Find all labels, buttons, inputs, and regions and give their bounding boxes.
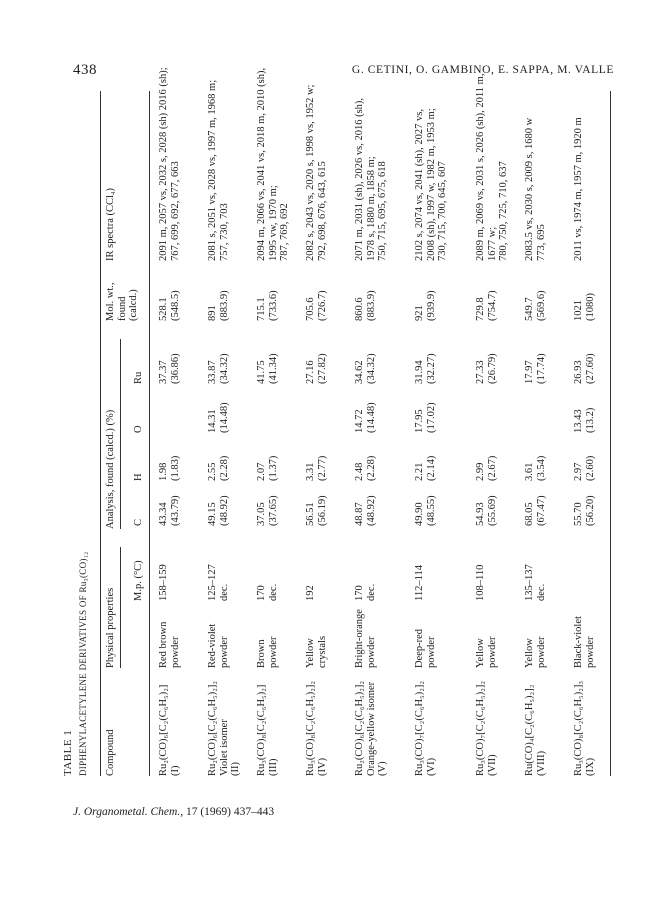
c-line: 54.93	[475, 502, 486, 526]
ir-line: 2083.5 vs, 2030 s, 2009 s, 1680 w	[524, 117, 535, 261]
ir-line: 1995 vw, 1970 m;	[267, 185, 279, 261]
c-line: (56.19)	[316, 495, 328, 526]
ru-line: (34.32)	[218, 353, 230, 384]
ir-line: 787, 769, 692	[279, 203, 290, 261]
mol-wt-line: 921	[414, 305, 425, 321]
header-mol-wt-line1: Mol. wt.,	[105, 282, 116, 321]
row-7-c	[475, 495, 498, 526]
row-7-compound	[475, 681, 498, 776]
row-1-mp	[158, 564, 181, 601]
row-8-ru	[524, 353, 547, 384]
physical-line: Deep-red	[414, 628, 425, 668]
ru-line: (17.74)	[535, 353, 547, 384]
o-line: 14.31	[207, 409, 218, 433]
row-7-mol-wt	[475, 290, 498, 321]
mp-line	[585, 598, 597, 601]
row-8-ir	[524, 118, 547, 261]
row-6-o	[414, 402, 437, 433]
physical-line: powder	[267, 636, 279, 668]
row-3-ru	[256, 353, 279, 384]
row-1-c	[158, 495, 181, 526]
h-line: (1.83)	[169, 455, 181, 481]
subheader-ru: Ru	[133, 371, 144, 384]
compound-line: Ru₂(CO)₆[C₂(C₆H₅)₂]₂	[207, 680, 218, 776]
compound-line: Ru₃(CO)₇[C₂(C₆H₅)₂]₂	[475, 680, 486, 776]
compound-line: (II)	[230, 762, 241, 776]
mol-wt-line: (548.5)	[169, 290, 181, 321]
row-7-ir	[475, 74, 510, 261]
ru-line: 17.97	[524, 360, 535, 384]
row-7-mp	[475, 565, 498, 601]
compound-line: Ru₃(CO)₈[C₂(C₆H₅)₂]₂	[305, 680, 316, 776]
row-4-mol-wt	[305, 290, 328, 321]
ir-line: 2082 s, 2043 vs, 2020 s, 1998 vs, 1952 w;	[305, 84, 316, 261]
row-7-physical	[475, 637, 498, 669]
compound-line: Violet isomer	[218, 719, 230, 776]
h-line: 2.21	[414, 462, 425, 481]
journal-citation	[73, 806, 274, 818]
o-line	[158, 430, 170, 433]
o-line: (17.02)	[425, 402, 437, 433]
row-2-o	[207, 402, 230, 433]
ir-line: 2089 m, 2069 vs, 2031 s, 2026 (sh), 2011 m,	[475, 73, 486, 261]
h-line: 2.48	[354, 462, 365, 481]
header-mol-wt	[105, 282, 140, 321]
physical-line: Black-violet	[573, 616, 584, 668]
row-7-ru	[475, 353, 498, 384]
o-line	[524, 430, 536, 433]
mol-wt-line: (733.6)	[267, 290, 279, 321]
ru-line: 33.87	[207, 360, 218, 384]
compound-line: (V)	[377, 761, 388, 776]
mp-line: dec.	[218, 583, 230, 601]
ir-line: 2102 s, 2074 vs, 2041 (sh), 2027 vs,	[414, 109, 425, 261]
h-line: (2.28)	[365, 455, 377, 481]
physical-line: powder	[535, 636, 547, 668]
ir-line: 780, 750, 725, 710, 637	[498, 161, 509, 261]
row-4-physical	[305, 636, 328, 668]
physical-line: Red brown	[158, 621, 169, 668]
row-4-compound	[305, 681, 328, 776]
row-1-physical	[158, 622, 181, 668]
ir-line: 1978 s, 1880 m, 1858 m;	[365, 156, 377, 261]
row-6-mp	[414, 565, 437, 601]
c-line: (37.65)	[267, 495, 279, 526]
c-line: 49.90	[414, 502, 425, 526]
o-line	[256, 430, 268, 433]
compound-line: Ru₂(CO)₆[C₂(C₆H₅)₂]₂	[354, 680, 365, 776]
row-6-ru	[414, 353, 437, 384]
c-line: (56.20)	[584, 495, 596, 526]
ru-line: (34.32)	[365, 353, 377, 384]
mol-wt-line: (569.6)	[535, 290, 547, 321]
mp-line	[426, 565, 438, 601]
physical-line: powder	[169, 636, 181, 668]
row-6-c	[414, 495, 437, 526]
row-2-mol-wt	[207, 290, 230, 321]
header-physical-properties: Physical properties	[105, 587, 116, 668]
compound-line: (VII)	[486, 754, 498, 776]
header-mol-wt-line2: found	[116, 296, 128, 321]
table-bottom-rule	[610, 91, 611, 776]
row-8-o	[524, 430, 547, 433]
row-3-ir	[256, 68, 291, 261]
h-line: (2.14)	[425, 455, 437, 481]
o-line	[317, 430, 329, 433]
row-3-compound	[256, 685, 279, 776]
o-line	[487, 430, 499, 433]
c-line: 56.51	[305, 502, 316, 526]
table-label: TABLE 1	[62, 729, 74, 776]
mol-wt-line: 705.6	[305, 297, 316, 321]
row-4-o	[305, 430, 328, 433]
row-6-physical	[414, 629, 437, 668]
row-5-mp	[354, 584, 377, 601]
compound-line: (IV)	[316, 757, 328, 776]
row-2-compound	[207, 681, 242, 776]
row-6-h	[414, 456, 437, 481]
row-9-compound	[573, 681, 596, 776]
mol-wt-line: 528.1	[158, 297, 169, 321]
mol-wt-line: (939.9)	[425, 290, 437, 321]
ru-line: (26.79)	[486, 353, 498, 384]
ir-line: 2094 m, 2066 vs, 2041 vs, 2018 m, 2010 (sh),	[256, 67, 267, 261]
h-line: (2.60)	[584, 455, 596, 481]
row-6-ir	[414, 108, 449, 261]
journal-volume: 17 (1969) 437–443	[183, 806, 275, 818]
row-1-ru	[158, 353, 181, 384]
ir-line: 2081 s, 2051 vs, 2028 vs, 1997 m, 1968 m;	[207, 79, 218, 261]
ir-line: 1677 w;	[486, 226, 498, 261]
mp-line: 158–159	[158, 564, 169, 601]
o-line: (14.48)	[218, 402, 230, 433]
running-head: G. CETINI, O. GAMBINO, E. SAPPA, M. VALLE	[351, 64, 614, 76]
mp-line: 108–110	[475, 564, 486, 601]
compound-line: (III)	[267, 758, 279, 776]
c-line: (48.92)	[365, 495, 377, 526]
row-8-compound	[524, 685, 547, 776]
mp-line	[317, 585, 329, 601]
row-8-mp	[524, 564, 547, 601]
row-4-ir	[305, 85, 328, 261]
row-3-c	[256, 495, 279, 526]
row-3-h	[256, 456, 279, 481]
row-2-c	[207, 495, 230, 526]
page-number: 438	[73, 62, 97, 78]
compound-line: Orange-yellow isomer	[365, 681, 377, 776]
ru-line: 41.75	[256, 360, 267, 384]
row-4-h	[305, 456, 328, 481]
journal-name: J. Organometal. Chem.,	[73, 806, 184, 818]
physical-line: powder	[584, 636, 596, 668]
ru-line: (41.34)	[267, 353, 279, 384]
mp-line: 170	[354, 585, 365, 601]
o-line	[536, 430, 548, 433]
mp-line: dec.	[365, 583, 377, 601]
ir-line: 757, 730, 703	[218, 203, 230, 261]
mp-line	[573, 598, 585, 601]
row-3-o	[256, 430, 279, 433]
physical-line: powder	[218, 636, 230, 668]
ir-line: 2011 vs, 1974 m, 1957 m, 1920 m	[573, 117, 584, 261]
table-top-rule	[100, 91, 101, 776]
row-7-h	[475, 456, 498, 481]
h-line: 1.98	[158, 462, 169, 481]
row-5-h	[354, 456, 377, 481]
subheader-h: H	[133, 473, 144, 481]
physical-line: crystals	[316, 635, 328, 668]
compound-line: Ru(CO)₄[C₂(C₆H₅)₂]₂	[524, 684, 535, 776]
table-caption: DIPHENYLACETYLENE DERIVATIVES OF Ru₃(CO)₁₂	[78, 551, 88, 776]
physical-line: Brown	[256, 639, 267, 668]
row-5-ir	[354, 98, 389, 261]
ru-line: 27.33	[475, 360, 486, 384]
compound-line: Ru₃(CO)₈[C₂(C₆H₅)₂]₃	[573, 680, 584, 776]
row-9-c	[573, 495, 596, 526]
h-line: (2.28)	[218, 455, 230, 481]
mol-wt-line: 891	[207, 305, 218, 321]
mol-wt-line: (726.7)	[316, 290, 328, 321]
h-line: 2.97	[573, 462, 584, 481]
mol-wt-line: 860.6	[354, 297, 365, 321]
row-5-physical	[354, 609, 377, 668]
c-line: (67.47)	[535, 495, 547, 526]
h-line: (2.67)	[486, 455, 498, 481]
row-6-mol-wt	[414, 290, 437, 321]
row-9-h	[573, 456, 596, 481]
row-8-c	[524, 495, 547, 526]
physical-line: Yellow	[524, 638, 535, 668]
o-line	[268, 430, 280, 433]
row-2-physical	[207, 624, 230, 668]
o-line: 14.72	[354, 409, 365, 433]
subheader-o: O	[133, 425, 144, 433]
ir-line: 2008 (sh), 1997 w, 1982 m, 1953 m;	[425, 108, 437, 261]
ir-line: 750, 715, 695, 675, 618	[377, 161, 388, 261]
row-3-mol-wt	[256, 290, 279, 321]
row-3-mp	[256, 584, 279, 601]
mp-line: 125–127	[207, 564, 218, 601]
ru-line: (27.82)	[316, 353, 328, 384]
ru-line: (27.60)	[584, 353, 596, 384]
c-line: 48.87	[354, 502, 365, 526]
ru-line: (36.86)	[169, 353, 181, 384]
physical-line: Yellow	[475, 638, 486, 668]
mol-wt-line: 729.8	[475, 297, 486, 321]
row-1-mol-wt	[158, 290, 181, 321]
row-8-physical	[524, 637, 547, 669]
mol-wt-line: (1080)	[584, 293, 596, 321]
mol-wt-line: (754.7)	[486, 290, 498, 321]
mp-line: 170	[256, 585, 267, 601]
ru-line: 34.62	[354, 360, 365, 384]
compound-line: (IX)	[584, 757, 596, 776]
c-line: 37.05	[256, 502, 267, 526]
row-6-compound	[414, 681, 437, 776]
header-compound: Compound	[105, 729, 116, 776]
row-9-ir	[573, 117, 596, 261]
physical-line: Bright-orange	[354, 609, 365, 668]
mp-line: 192	[305, 585, 316, 601]
row-5-o	[354, 402, 377, 433]
table-header-rule	[149, 91, 150, 776]
ir-line: 792, 698, 676, 643, 615	[316, 161, 328, 261]
h-line: 3.31	[305, 462, 316, 481]
mol-wt-line: (883.9)	[218, 290, 230, 321]
mp-line: 112–114	[414, 565, 425, 601]
c-line: 55.70	[573, 502, 584, 526]
row-4-c	[305, 495, 328, 526]
o-line	[170, 430, 182, 433]
ir-line: 2071 m, 2031 (sh), 2026 vs, 2016 (sh),	[354, 97, 365, 261]
row-8-mol-wt	[524, 290, 547, 321]
analysis-rule	[120, 339, 121, 529]
c-line: (48.92)	[218, 495, 230, 526]
physical-properties-rule	[120, 547, 121, 668]
header-analysis: Analysis, found (calcd.) (%)	[105, 409, 116, 529]
row-1-h	[158, 456, 181, 481]
row-5-ru	[354, 353, 377, 384]
ir-line	[585, 117, 597, 261]
o-line: 13.43	[573, 409, 584, 433]
row-5-compound	[354, 681, 389, 776]
subheader-mp: M.p. (°C)	[133, 560, 144, 601]
row-7-o	[475, 430, 498, 433]
physical-line: powder	[486, 636, 498, 668]
row-5-c	[354, 495, 377, 526]
mp-line	[170, 564, 182, 601]
mol-wt-line: (883.9)	[365, 290, 377, 321]
physical-line: powder	[365, 636, 377, 668]
h-line: (2.77)	[316, 455, 328, 481]
c-line: 68.05	[524, 502, 535, 526]
row-9-mol-wt	[573, 293, 596, 321]
ru-line: 31.94	[414, 360, 425, 384]
compound-line: (VI)	[425, 757, 437, 776]
row-2-h	[207, 456, 230, 481]
row-1-compound	[158, 685, 181, 776]
mp-line	[487, 565, 499, 601]
physical-line: powder	[425, 636, 437, 668]
row-2-mp	[207, 564, 230, 601]
c-line: (55.69)	[486, 495, 498, 526]
ru-line: (32.27)	[425, 353, 437, 384]
ir-line: 773, 695	[535, 224, 547, 261]
h-line: 2.07	[256, 462, 267, 481]
row-5-mol-wt	[354, 290, 377, 321]
compound-line: Ru₃(CO)₇[C₂(C₆H₅)₂]₂	[414, 680, 425, 776]
ru-line: 37.37	[158, 360, 169, 384]
h-line: 2.55	[207, 462, 218, 481]
physical-line: Red-violet	[207, 623, 218, 668]
h-line: (1.37)	[267, 455, 279, 481]
h-line: 3.61	[524, 462, 535, 481]
ir-line: 2091 m, 2057 vs, 2032 s, 2028 (sh) 2016 (sh);	[158, 67, 169, 261]
c-line: 43.34	[158, 502, 169, 526]
row-4-ru	[305, 353, 328, 384]
mp-line: dec.	[267, 583, 279, 601]
row-2-ir	[207, 80, 230, 261]
mol-wt-line: 715.1	[256, 297, 267, 321]
row-1-ir	[158, 67, 181, 261]
mol-wt-line: 549.7	[524, 297, 535, 321]
row-4-mp	[305, 585, 328, 601]
o-line	[475, 430, 487, 433]
row-3-physical	[256, 637, 279, 669]
row-9-ru	[573, 353, 596, 384]
h-line: 2.99	[475, 462, 486, 481]
c-line: (48.55)	[425, 495, 437, 526]
o-line: 17.95	[414, 409, 425, 433]
row-1-o	[158, 430, 181, 433]
ir-line: 730, 715, 700, 645, 607	[437, 161, 448, 261]
row-8-h	[524, 456, 547, 481]
mp-line: dec.	[535, 583, 547, 601]
header-mol-wt-line3: (calcd.)	[128, 289, 139, 321]
physical-line: Yellow	[305, 638, 316, 668]
h-line: (3.54)	[535, 455, 547, 481]
row-9-mp	[573, 598, 596, 601]
o-line: (14.48)	[365, 402, 377, 433]
compound-line: (I)	[169, 765, 181, 776]
row-9-o	[573, 408, 596, 433]
row-9-physical	[573, 616, 596, 668]
o-line	[305, 430, 317, 433]
c-line: (43.79)	[169, 495, 181, 526]
mol-wt-line: 1021	[573, 300, 584, 321]
ir-line: 767, 699, 692, 677, 663	[169, 161, 181, 261]
ru-line: 26.93	[573, 360, 584, 384]
ru-line: 27.16	[305, 360, 316, 384]
compound-line: Ru₃(CO)₈[C₂(C₆H₅)₂]	[256, 684, 267, 776]
subheader-c: C	[133, 518, 144, 526]
compound-line: Ru₂(CO)₆[C₂(C₆H₅)₂]	[158, 684, 169, 776]
o-line: (13.2)	[584, 407, 596, 433]
header-ir-spectra: IR spectra (CCl₄)	[105, 187, 116, 261]
row-2-ru	[207, 353, 230, 384]
c-line: 49.15	[207, 502, 218, 526]
mp-line: 135–137	[524, 564, 535, 601]
compound-line: (VIII)	[535, 750, 547, 776]
